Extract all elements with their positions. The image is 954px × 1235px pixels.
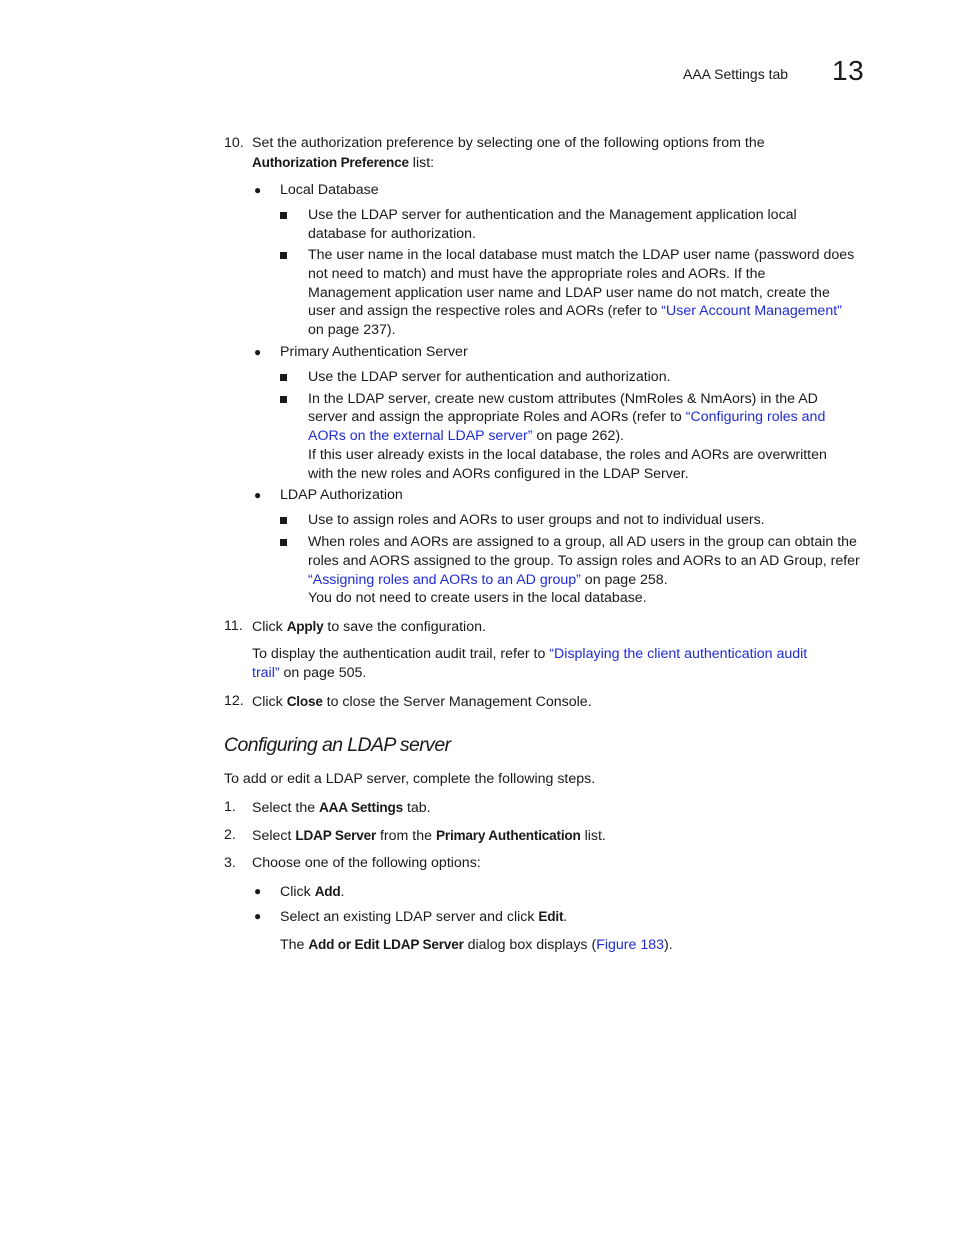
sub-item-text: In the LDAP server, create new custom attributes (NmRoles & NmAors) in the AD xyxy=(308,391,818,407)
step-number: 2. xyxy=(224,827,236,843)
sub-item-text: user and assign the respective roles and AORs (refer to “User Account Management” xyxy=(308,303,842,319)
sub-item-text: server and assign the appropriate Roles and AORs (refer to “Configuring roles and xyxy=(308,409,826,425)
sub-item-text: “Assigning roles and AORs to an AD group” on page 258. xyxy=(308,572,668,588)
square-bullet-icon xyxy=(280,368,287,387)
sub-item-text: Use the LDAP server for authentication and authorization. xyxy=(308,369,671,385)
cross-reference-link[interactable]: “Assigning roles and AORs to an AD group” xyxy=(308,572,581,588)
square-bullet-icon xyxy=(280,390,287,409)
ui-term: Edit xyxy=(538,909,564,924)
sub-item-text: Use to assign roles and AORs to user groups and not to individual users. xyxy=(308,512,765,528)
ui-term: LDAP Server xyxy=(295,828,377,843)
ui-term: Add or Edit LDAP Server xyxy=(308,937,464,952)
sub-item-text: The user name in the local database must match the LDAP user name (password does xyxy=(308,247,855,263)
step-note: To display the authentication audit trail, refer to “Displaying the client authentication audit xyxy=(252,646,808,662)
running-header-title: AAA Settings tab xyxy=(683,66,789,82)
step-text: Authorization Preference list: xyxy=(252,155,435,171)
sub-item-text: When roles and AORs are assigned to a group, all AD users in the group can obtain the xyxy=(308,534,857,550)
step-number: 10. xyxy=(224,135,244,151)
step-note: trail” on page 505. xyxy=(252,665,367,681)
figure-link[interactable]: Figure 183 xyxy=(596,937,665,953)
option-note: The Add or Edit LDAP Server dialog box displays (Figure 183). xyxy=(280,937,673,953)
step-text: Select the AAA Settings tab. xyxy=(252,800,431,816)
bullet-icon: ● xyxy=(254,488,262,502)
option-text: Click Add. xyxy=(280,884,345,900)
option-text: Select an existing LDAP server and click Edit. xyxy=(280,909,568,925)
ui-term: Close xyxy=(286,694,323,709)
cross-reference-link[interactable]: “Displaying the client authentication audit xyxy=(549,646,808,662)
square-bullet-icon xyxy=(280,206,287,225)
section-heading: Configuring an LDAP server xyxy=(224,734,451,756)
option-label: Local Database xyxy=(280,182,379,198)
option-label: Primary Authentication Server xyxy=(280,344,468,360)
sub-item-text: database for authorization. xyxy=(308,226,476,242)
ui-term: AAA Settings xyxy=(319,800,403,815)
step-text: Choose one of the following options: xyxy=(252,855,481,871)
ui-term: Primary Authentication xyxy=(435,828,581,843)
sub-item-text: on page 237). xyxy=(308,322,396,338)
sub-item-text: roles and AORS assigned to the group. To assign roles and AORs to an AD Group, refer xyxy=(308,553,860,569)
step-text: Set the authorization preference by selecting one of the following options from the xyxy=(252,135,765,151)
bullet-icon: ● xyxy=(254,183,262,197)
bullet-icon: ● xyxy=(254,884,262,898)
square-bullet-icon xyxy=(280,533,287,552)
option-label: LDAP Authorization xyxy=(280,487,403,503)
ui-term: Add xyxy=(314,884,341,899)
ui-term: Authorization Preference xyxy=(252,155,409,170)
step-text: Click Apply to save the configuration. xyxy=(252,619,486,635)
step-text: Select LDAP Server from the Primary Authentication list. xyxy=(252,828,606,844)
cross-reference-link[interactable]: “Configuring roles and xyxy=(685,409,826,425)
sub-item-text: If this user already exists in the local database, the roles and AORs are overwritten xyxy=(308,447,827,463)
bullet-icon: ● xyxy=(254,345,262,359)
sub-item-text: not need to match) and must have the appropriate roles and AORs. If the xyxy=(308,266,766,282)
sub-item-text: Management application user name and LDAP user name do not match, create the xyxy=(308,285,830,301)
sub-item-text: with the new roles and AORs configured in the LDAP Server. xyxy=(308,466,689,482)
chapter-number: 13 xyxy=(832,55,865,86)
bullet-icon: ● xyxy=(254,909,262,923)
section-intro: To add or edit a LDAP server, complete the following steps. xyxy=(224,771,596,787)
cross-reference-link[interactable]: trail” xyxy=(252,665,280,681)
square-bullet-icon xyxy=(280,246,287,265)
ui-term: Apply xyxy=(286,619,324,634)
cross-reference-link[interactable]: “User Account Management” xyxy=(661,303,842,319)
step-text: Click Close to close the Server Management Console. xyxy=(252,694,592,710)
step-number: 3. xyxy=(224,855,236,871)
step-number: 11. xyxy=(224,618,243,634)
sub-item-text: AORs on the external LDAP server” on page 262). xyxy=(308,428,624,444)
sub-item-text: Use the LDAP server for authentication and the Management application local xyxy=(308,207,797,223)
step-number: 1. xyxy=(224,799,236,815)
sub-item-text: You do not need to create users in the local database. xyxy=(308,590,647,606)
cross-reference-link[interactable]: AORs on the external LDAP server” xyxy=(308,428,533,444)
step-number: 12. xyxy=(224,693,244,709)
square-bullet-icon xyxy=(280,511,287,530)
